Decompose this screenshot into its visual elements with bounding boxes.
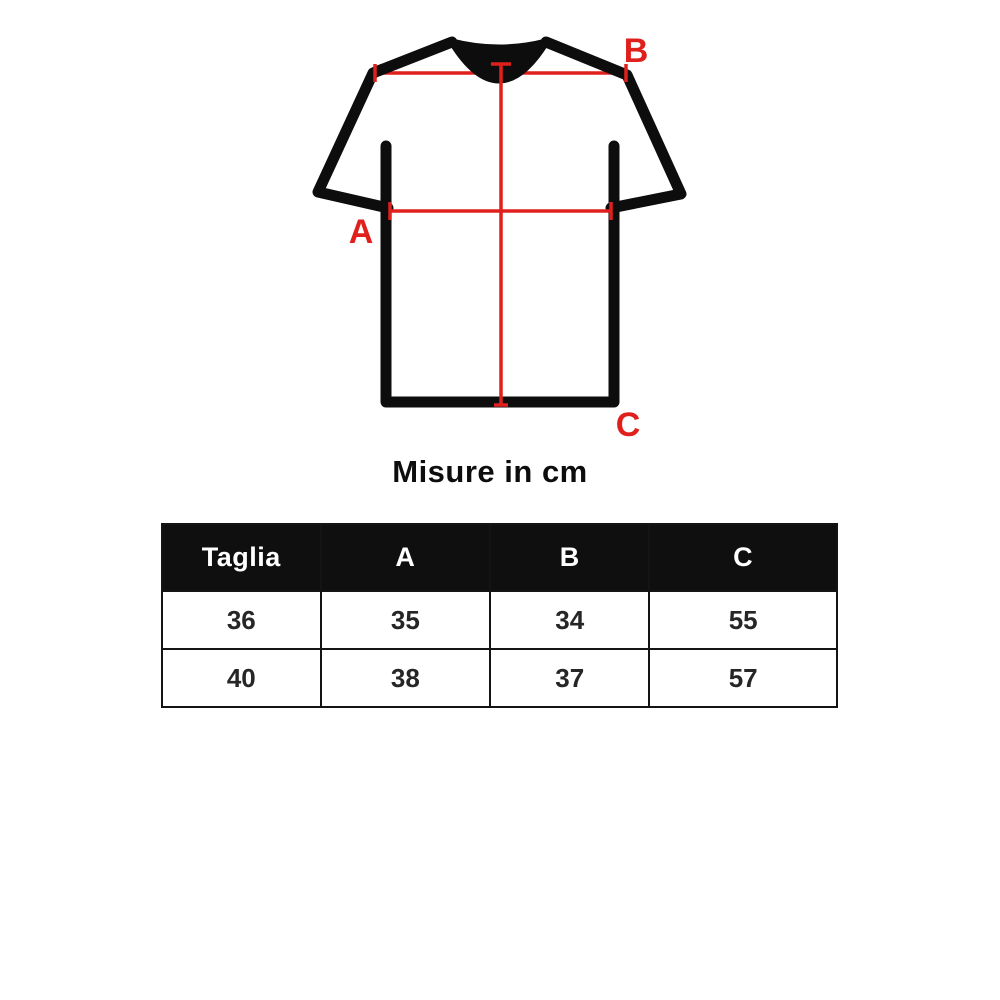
cell-size: 40 bbox=[162, 649, 321, 707]
header-taglia: Taglia bbox=[162, 524, 321, 591]
page-title: Misure in cm bbox=[392, 454, 588, 489]
cell-c: 55 bbox=[649, 591, 837, 649]
size-table-body bbox=[162, 591, 837, 707]
table-row bbox=[162, 591, 837, 649]
tshirt-diagram bbox=[0, 0, 1000, 450]
cell-b: 34 bbox=[490, 591, 649, 649]
header-row bbox=[162, 524, 837, 591]
label-c: C bbox=[615, 406, 641, 444]
cell-b: 37 bbox=[490, 649, 649, 707]
cell-size: 36 bbox=[162, 591, 321, 649]
cell-a: 38 bbox=[321, 649, 490, 707]
measure-lines bbox=[375, 64, 626, 405]
cell-c: 57 bbox=[649, 649, 837, 707]
label-b: B bbox=[623, 32, 649, 70]
cell-a: 35 bbox=[321, 591, 490, 649]
table-row bbox=[162, 649, 837, 707]
label-a: A bbox=[348, 213, 374, 251]
header-b: B bbox=[490, 524, 649, 591]
size-table-header bbox=[162, 524, 837, 591]
header-a: A bbox=[321, 524, 490, 591]
header-c: C bbox=[649, 524, 837, 591]
size-table bbox=[161, 523, 838, 708]
